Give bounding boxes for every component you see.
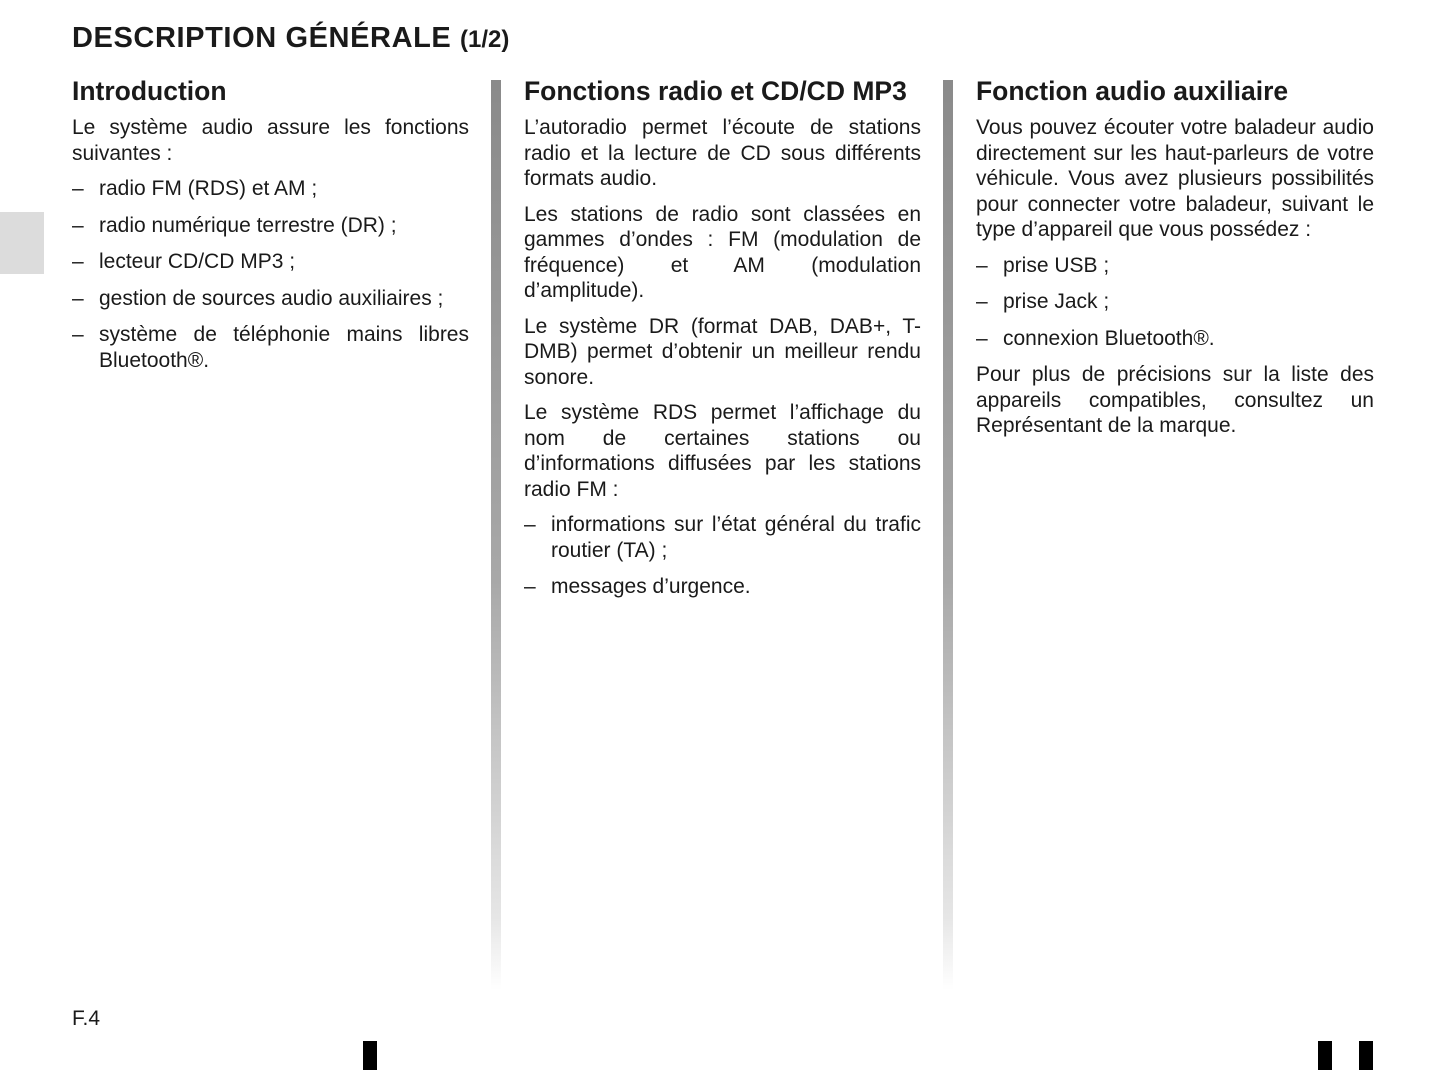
page-title	[72, 22, 509, 55]
radio-cd-paragraph: L’autoradio permet l’écoute de stations radio et la lecture de CD sous différents formats audio.	[524, 116, 921, 190]
dash-bullet: –	[524, 513, 536, 536]
list-item-text: lecteur CD/CD MP3 ;	[99, 250, 296, 273]
dash-bullet: –	[976, 290, 988, 313]
list-item	[72, 286, 469, 312]
dash-bullet: –	[976, 326, 988, 350]
column-introduction	[72, 76, 469, 384]
list-item	[72, 213, 469, 239]
list-item-text: connexion Bluetooth®.	[1003, 326, 1215, 350]
dash-bullet: –	[72, 323, 84, 346]
radio-cd-paragraph: Les stations de radio sont classées en gammes d’ondes : FM (modulation de fréquence) et AM (modulation d’amplitude).	[524, 202, 921, 302]
column-divider	[491, 80, 501, 990]
radio-cd-paragraph: Le système RDS permet l’affichage du nom de certaines stations ou d’informations diffusées par les stations radio FM :	[524, 401, 921, 501]
list-item	[976, 289, 1374, 315]
list-item-text: radio FM (RDS) et AM ;	[99, 177, 318, 200]
auxiliary-heading: Fonction audio auxiliaire	[976, 76, 1289, 106]
column-auxiliary-audio	[976, 76, 1374, 449]
list-item-text: prise USB ;	[1003, 253, 1110, 277]
list-item-text: gestion de sources audio auxiliaires ;	[99, 286, 444, 310]
auxiliary-outro: Pour plus de précisions sur la liste des appareils compatibles, consultez un Représentant de la marque.	[976, 363, 1374, 437]
list-item-text: système de téléphonie mains libres Bluetooth®.	[99, 323, 469, 372]
page-title-text: DESCRIPTION GÉNÉRALE	[72, 22, 452, 54]
list-item	[976, 326, 1374, 352]
column-radio-cd	[524, 76, 921, 611]
auxiliary-intro: Vous pouvez écouter votre baladeur audio directement sur les haut-parleurs de votre véhicule. Vous avez plusieurs possibilités pour connecter votre baladeur, suivant le type d’appareil que vous possédez :	[976, 116, 1374, 241]
list-item	[976, 253, 1374, 279]
list-item	[524, 574, 921, 600]
introduction-list	[72, 176, 469, 373]
crop-mark	[1318, 1041, 1332, 1070]
page-number: F.4	[72, 1007, 101, 1030]
list-item-text: informations sur l’état général du trafic routier (TA) ;	[551, 513, 921, 562]
list-item-text: radio numérique terrestre (DR) ;	[99, 213, 397, 237]
crop-mark	[363, 1041, 377, 1070]
list-item	[524, 512, 921, 563]
radio-cd-paragraph: Le système DR (format DAB, DAB+, T-DMB) permet d’obtenir un meilleur rendu sonore.	[524, 314, 921, 389]
radio-cd-heading: Fonctions radio et CD/CD MP3	[524, 76, 907, 106]
crop-mark	[1359, 1041, 1373, 1070]
column-divider	[943, 80, 953, 990]
auxiliary-connection-list	[976, 253, 1374, 352]
dash-bullet: –	[72, 286, 84, 310]
dash-bullet: –	[72, 250, 84, 273]
introduction-intro: Le système audio assure les fonctions suivantes :	[72, 116, 469, 165]
introduction-heading: Introduction	[72, 76, 227, 106]
chapter-tab-marker	[0, 212, 44, 274]
dash-bullet: –	[72, 177, 84, 200]
list-item-text: messages d’urgence.	[551, 575, 751, 598]
list-item-text: prise Jack ;	[1003, 290, 1110, 313]
dash-bullet: –	[524, 575, 536, 598]
list-item	[72, 322, 469, 373]
list-item	[72, 176, 469, 202]
rds-info-list	[524, 512, 921, 600]
list-item	[72, 249, 469, 275]
dash-bullet: –	[976, 253, 988, 277]
page-title-suffix: (1/2)	[460, 26, 510, 53]
dash-bullet: –	[72, 213, 84, 237]
